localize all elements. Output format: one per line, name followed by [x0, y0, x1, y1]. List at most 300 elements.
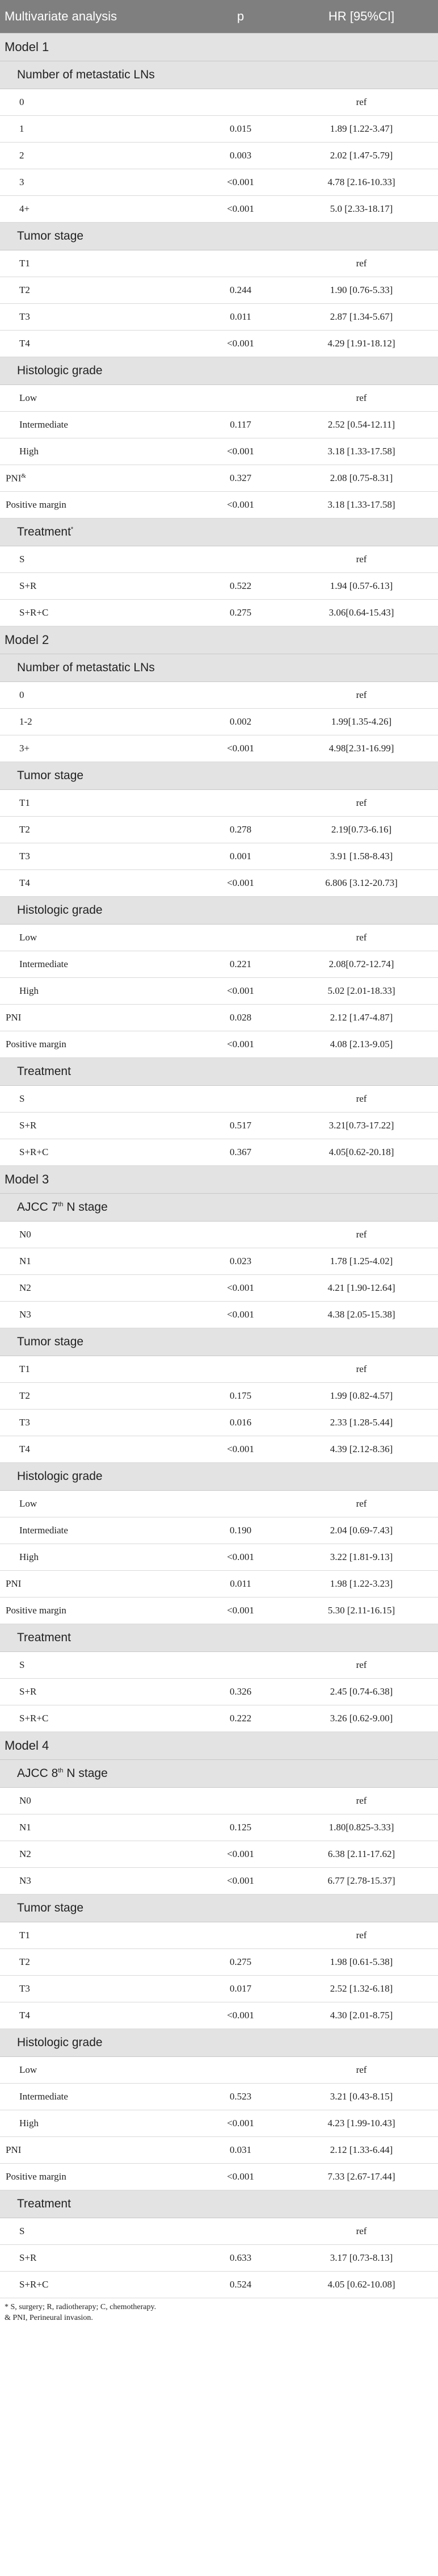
row-label-cell	[0, 790, 196, 817]
hr-value: 1.89 [1.22-3.47]	[285, 116, 438, 143]
row-label: 1-2	[19, 716, 32, 727]
section-row	[0, 2029, 438, 2057]
p-value	[196, 1086, 285, 1113]
row-label: S	[19, 2226, 25, 2236]
hr-value: 1.98 [0.61-5.38]	[285, 1949, 438, 1976]
table-row	[0, 1652, 438, 1679]
p-value: 0.117	[196, 412, 285, 438]
hr-value: 2.19[0.73-6.16]	[285, 817, 438, 843]
p-value	[196, 89, 285, 116]
hr-value: 2.08[0.72-12.74]	[285, 951, 438, 978]
row-label-cell	[0, 331, 196, 357]
row-label: T2	[19, 824, 30, 835]
row-label: S+R	[19, 1686, 37, 1697]
p-value: 0.175	[196, 1383, 285, 1410]
section-title-cell	[0, 1760, 438, 1788]
row-label: N1	[19, 1256, 31, 1266]
row-label-cell	[0, 1356, 196, 1383]
table-row	[0, 925, 438, 951]
section-title-cell	[0, 762, 438, 790]
row-label: N2	[19, 1282, 31, 1293]
row-label-cell	[0, 1302, 196, 1328]
table-row	[0, 1679, 438, 1705]
table-row	[0, 870, 438, 897]
hr-value: 6.38 [2.11-17.62]	[285, 1841, 438, 1868]
p-value: 0.244	[196, 277, 285, 304]
table-row	[0, 1410, 438, 1436]
section-row	[0, 357, 438, 385]
row-label-cell	[0, 1139, 196, 1166]
section-title-cell	[0, 1463, 438, 1491]
table-row	[0, 1841, 438, 1868]
table-row	[0, 1248, 438, 1275]
row-label-cell	[0, 709, 196, 735]
row-label-cell	[0, 1436, 196, 1463]
row-label: T3	[19, 1417, 30, 1428]
section-title-superscript: *	[70, 526, 74, 533]
section-title-cell	[0, 1895, 438, 1922]
row-label-superscript: &	[21, 472, 26, 479]
row-label-cell	[0, 277, 196, 304]
row-label-cell	[0, 1383, 196, 1410]
table-row	[0, 331, 438, 357]
row-label: T2	[19, 285, 30, 295]
section-row	[0, 654, 438, 682]
hr-value: 2.52 [0.54-12.11]	[285, 412, 438, 438]
hr-value: 2.33 [1.28-5.44]	[285, 1410, 438, 1436]
table-row	[0, 1544, 438, 1571]
table-row	[0, 573, 438, 600]
table-row	[0, 1491, 438, 1517]
row-label: T4	[19, 2010, 30, 2021]
table-row	[0, 1383, 438, 1410]
section-title: Treatment	[17, 2197, 71, 2210]
table-row	[0, 1868, 438, 1895]
hr-value: ref	[285, 546, 438, 573]
p-value	[196, 790, 285, 817]
row-label-cell	[0, 1544, 196, 1571]
row-label-cell	[0, 1571, 196, 1598]
section-title: Tumor stage	[17, 769, 84, 782]
hr-value: 3.91 [1.58-8.43]	[285, 843, 438, 870]
row-label-cell	[0, 1814, 196, 1841]
hr-value: ref	[285, 1652, 438, 1679]
p-value: 0.002	[196, 709, 285, 735]
row-label: S+R	[19, 2252, 37, 2263]
p-value: 0.275	[196, 1949, 285, 1976]
section-title: AJCC 8	[17, 1767, 58, 1780]
row-label: Low	[19, 2064, 37, 2075]
p-value: <0.001	[196, 1841, 285, 1868]
p-value: <0.001	[196, 735, 285, 762]
row-label: Intermediate	[19, 959, 68, 969]
section-title-cell	[0, 518, 438, 546]
p-value	[196, 250, 285, 277]
p-value	[196, 682, 285, 709]
p-value: 0.278	[196, 817, 285, 843]
section-title: Tumor stage	[17, 229, 84, 242]
section-row	[0, 1194, 438, 1222]
hr-value: 1.98 [1.22-3.23]	[285, 1571, 438, 1598]
hr-value: 2.52 [1.32-6.18]	[285, 1976, 438, 2002]
table-row	[0, 2057, 438, 2084]
hr-value: 4.23 [1.99-10.43]	[285, 2110, 438, 2137]
hr-value: 2.04 [0.69-7.43]	[285, 1517, 438, 1544]
table-row	[0, 790, 438, 817]
hr-value: 2.12 [1.33-6.44]	[285, 2137, 438, 2164]
row-label: 0	[19, 689, 24, 700]
p-value: <0.001	[196, 978, 285, 1005]
row-label: T4	[19, 1444, 30, 1454]
hr-value: 3.18 [1.33-17.58]	[285, 492, 438, 518]
section-title-superscript: th	[58, 1201, 64, 1208]
section-title: Number of metastatic LNs	[17, 68, 155, 81]
row-label-cell	[0, 2245, 196, 2272]
row-label-cell	[0, 817, 196, 843]
section-title: Number of metastatic LNs	[17, 661, 155, 674]
p-value: 0.517	[196, 1113, 285, 1139]
section-row	[0, 2190, 438, 2218]
section-title: Treatment	[17, 1065, 71, 1078]
table-row	[0, 1031, 438, 1058]
section-row	[0, 1624, 438, 1652]
row-label-cell	[0, 925, 196, 951]
row-label-cell	[0, 196, 196, 223]
p-value	[196, 1652, 285, 1679]
row-label-cell	[0, 1517, 196, 1544]
row-label-cell	[0, 1222, 196, 1248]
p-value: <0.001	[196, 1544, 285, 1571]
table-row	[0, 169, 438, 196]
p-value: 0.003	[196, 143, 285, 169]
row-label-cell	[0, 1788, 196, 1814]
row-label-cell	[0, 1652, 196, 1679]
section-title-cell	[0, 357, 438, 385]
section-row	[0, 1058, 438, 1086]
hr-value: 2.45 [0.74-6.38]	[285, 1679, 438, 1705]
row-label-cell	[0, 385, 196, 412]
p-value	[196, 2218, 285, 2245]
hr-value: 1.99 [0.82-4.57]	[285, 1383, 438, 1410]
section-title-suffix: N stage	[63, 1201, 108, 1214]
hr-value: 1.99[1.35-4.26]	[285, 709, 438, 735]
table-row	[0, 2245, 438, 2272]
row-label-cell	[0, 412, 196, 438]
row-label: T1	[19, 797, 30, 808]
section-title-cell	[0, 61, 438, 89]
section-row	[0, 1895, 438, 1922]
hr-value: ref	[285, 385, 438, 412]
table-row	[0, 492, 438, 518]
row-label: High	[19, 985, 39, 996]
section-title-cell	[0, 2190, 438, 2218]
p-value	[196, 1222, 285, 1248]
row-label-cell	[0, 1275, 196, 1302]
section-title-cell	[0, 1328, 438, 1356]
section-title: AJCC 7	[17, 1201, 58, 1214]
table-row	[0, 1788, 438, 1814]
row-label-cell	[0, 1976, 196, 2002]
section-row	[0, 1463, 438, 1491]
row-label: S+R+C	[19, 607, 49, 618]
row-label-cell	[0, 1705, 196, 1732]
section-title-cell	[0, 2029, 438, 2057]
hr-value: 4.05 [0.62-10.08]	[285, 2272, 438, 2298]
hr-value: 1.90 [0.76-5.33]	[285, 277, 438, 304]
section-title: Treatment	[17, 525, 71, 538]
p-value: <0.001	[196, 1436, 285, 1463]
hr-value: ref	[285, 250, 438, 277]
section-title: Histologic grade	[17, 904, 103, 917]
hr-value: 1.80[0.825-3.33]	[285, 1814, 438, 1841]
row-label: N3	[19, 1875, 31, 1886]
row-label: PNI	[6, 1578, 22, 1589]
row-label-cell	[0, 1868, 196, 1895]
hr-value: 3.06[0.64-15.43]	[285, 600, 438, 626]
table-row	[0, 1517, 438, 1544]
hr-value: 4.08 [2.13-9.05]	[285, 1031, 438, 1058]
p-value	[196, 1788, 285, 1814]
row-label-cell	[0, 2084, 196, 2110]
hr-value: ref	[285, 1356, 438, 1383]
table-row	[0, 682, 438, 709]
model-title: Model 1	[0, 34, 438, 61]
row-label: High	[19, 1552, 39, 1562]
p-value: <0.001	[196, 1031, 285, 1058]
row-label-cell	[0, 1113, 196, 1139]
row-label: T3	[19, 1983, 30, 1994]
hr-value: 6.77 [2.78-15.37]	[285, 1868, 438, 1895]
row-label: N1	[19, 1822, 31, 1833]
row-label: S	[19, 554, 25, 564]
p-value: 0.031	[196, 2137, 285, 2164]
row-label-cell	[0, 2110, 196, 2137]
hr-value: 4.05[0.62-20.18]	[285, 1139, 438, 1166]
row-label-cell	[0, 438, 196, 465]
hr-value: 4.30 [2.01-8.75]	[285, 2002, 438, 2029]
row-label-cell	[0, 304, 196, 331]
row-label: Positive margin	[6, 1039, 66, 1049]
model-row	[0, 34, 438, 61]
table-row	[0, 546, 438, 573]
section-title-cell	[0, 223, 438, 250]
footnote-pni: & PNI, Perineural invasion.	[5, 2314, 93, 2322]
section-row	[0, 1328, 438, 1356]
row-label: Positive margin	[6, 1605, 66, 1616]
section-title-cell	[0, 1194, 438, 1222]
row-label-cell	[0, 600, 196, 626]
table-row	[0, 2110, 438, 2137]
row-label: 0	[19, 97, 24, 107]
row-label: 4+	[19, 203, 30, 214]
table-row	[0, 250, 438, 277]
row-label-cell	[0, 2218, 196, 2245]
table-row	[0, 465, 438, 492]
model-title: Model 2	[0, 626, 438, 654]
model-title: Model 4	[0, 1732, 438, 1760]
row-label: 1	[19, 123, 24, 134]
p-value	[196, 385, 285, 412]
row-label: 3+	[19, 743, 30, 754]
row-label: T1	[19, 258, 30, 269]
table-row	[0, 1139, 438, 1166]
row-label-cell	[0, 465, 196, 492]
section-row	[0, 61, 438, 89]
row-label: T4	[19, 338, 30, 349]
p-value: 0.222	[196, 1705, 285, 1732]
row-label: Positive margin	[6, 499, 66, 510]
row-label-cell	[0, 169, 196, 196]
row-label-cell	[0, 843, 196, 870]
row-label: S+R+C	[19, 1147, 49, 1157]
row-label: T1	[19, 1930, 30, 1941]
section-title-cell	[0, 1058, 438, 1086]
p-value: <0.001	[196, 2002, 285, 2029]
row-label-cell	[0, 1005, 196, 1031]
table-row	[0, 1086, 438, 1113]
table-row	[0, 1436, 438, 1463]
table-row	[0, 1222, 438, 1248]
table-row	[0, 600, 438, 626]
p-value	[196, 1491, 285, 1517]
p-value: 0.015	[196, 116, 285, 143]
row-label-cell	[0, 1031, 196, 1058]
row-label-cell	[0, 2057, 196, 2084]
p-value: 0.523	[196, 2084, 285, 2110]
row-label-cell	[0, 1410, 196, 1436]
section-title: Histologic grade	[17, 2036, 103, 2049]
table-row	[0, 277, 438, 304]
p-value: 0.367	[196, 1139, 285, 1166]
p-value: 0.011	[196, 1571, 285, 1598]
row-label-cell	[0, 870, 196, 897]
hr-value: ref	[285, 1086, 438, 1113]
row-label-cell	[0, 89, 196, 116]
row-label-cell	[0, 1922, 196, 1949]
row-label-cell	[0, 1949, 196, 1976]
table-row	[0, 1275, 438, 1302]
hr-value: ref	[285, 2057, 438, 2084]
p-value: 0.221	[196, 951, 285, 978]
p-value: <0.001	[196, 169, 285, 196]
row-label: S+R+C	[19, 2279, 49, 2290]
row-label: Intermediate	[19, 419, 68, 430]
p-value: <0.001	[196, 196, 285, 223]
row-label-cell	[0, 250, 196, 277]
section-title: Histologic grade	[17, 364, 103, 377]
row-label-cell	[0, 1491, 196, 1517]
p-value: 0.017	[196, 1976, 285, 2002]
hr-value: 3.17 [0.73-8.13]	[285, 2245, 438, 2272]
row-label: Low	[19, 932, 37, 943]
footnotes	[0, 2298, 438, 2323]
section-title-cell	[0, 654, 438, 682]
hr-value: ref	[285, 790, 438, 817]
table-row	[0, 438, 438, 465]
row-label-cell	[0, 492, 196, 518]
p-value: <0.001	[196, 438, 285, 465]
hr-value: 3.21 [0.43-8.15]	[285, 2084, 438, 2110]
table-row	[0, 843, 438, 870]
row-label: T3	[19, 311, 30, 322]
header-hr: HR [95%CI]	[285, 0, 438, 34]
p-value	[196, 925, 285, 951]
table-row	[0, 1705, 438, 1732]
table-row	[0, 2084, 438, 2110]
row-label: N0	[19, 1229, 31, 1240]
row-label: Low	[19, 1498, 37, 1509]
section-title: Histologic grade	[17, 1470, 103, 1483]
table-row	[0, 1005, 438, 1031]
model-row	[0, 1166, 438, 1194]
table-row	[0, 116, 438, 143]
hr-value: 2.87 [1.34-5.67]	[285, 304, 438, 331]
p-value: 0.326	[196, 1679, 285, 1705]
model-row	[0, 626, 438, 654]
p-value	[196, 1922, 285, 1949]
hr-value: 2.02 [1.47-5.79]	[285, 143, 438, 169]
table-row	[0, 1814, 438, 1841]
table-row	[0, 1922, 438, 1949]
hr-value: 4.29 [1.91-18.12]	[285, 331, 438, 357]
p-value: 0.023	[196, 1248, 285, 1275]
row-label: High	[19, 2118, 39, 2128]
table-row	[0, 412, 438, 438]
section-title-cell	[0, 897, 438, 925]
p-value: 0.028	[196, 1005, 285, 1031]
row-label-cell	[0, 2272, 196, 2298]
hr-value: 3.22 [1.81-9.13]	[285, 1544, 438, 1571]
hr-value: 4.98[2.31-16.99]	[285, 735, 438, 762]
hr-value: 4.39 [2.12-8.36]	[285, 1436, 438, 1463]
hr-value: 6.806 [3.12-20.73]	[285, 870, 438, 897]
section-title: Tumor stage	[17, 1901, 84, 1914]
row-label: T2	[19, 1390, 30, 1401]
row-label: T3	[19, 851, 30, 862]
p-value: 0.633	[196, 2245, 285, 2272]
section-title-suffix: N stage	[63, 1767, 108, 1780]
row-label: S+R+C	[19, 1713, 49, 1724]
hr-value: ref	[285, 1491, 438, 1517]
hr-value: 5.02 [2.01-18.33]	[285, 978, 438, 1005]
section-title-superscript: th	[58, 1767, 64, 1774]
model-row	[0, 1732, 438, 1760]
section-row	[0, 518, 438, 546]
section-title: Treatment	[17, 1631, 71, 1644]
row-label-cell	[0, 1248, 196, 1275]
table-row	[0, 1949, 438, 1976]
p-value: 0.524	[196, 2272, 285, 2298]
table-row	[0, 1302, 438, 1328]
row-label: Intermediate	[19, 2091, 68, 2102]
section-title: Tumor stage	[17, 1335, 84, 1348]
section-row	[0, 897, 438, 925]
row-label: N3	[19, 1309, 31, 1320]
p-value: 0.001	[196, 843, 285, 870]
hr-value: 5.30 [2.11-16.15]	[285, 1598, 438, 1624]
p-value: <0.001	[196, 492, 285, 518]
hr-value: 4.21 [1.90-12.64]	[285, 1275, 438, 1302]
hr-value: ref	[285, 1788, 438, 1814]
section-row	[0, 223, 438, 250]
hr-value: 4.78 [2.16-10.33]	[285, 169, 438, 196]
row-label: 3	[19, 177, 24, 187]
p-value: <0.001	[196, 1598, 285, 1624]
hr-value: ref	[285, 1222, 438, 1248]
hr-value: 3.21[0.73-17.22]	[285, 1113, 438, 1139]
row-label: S	[19, 1093, 25, 1104]
table-row	[0, 1356, 438, 1383]
